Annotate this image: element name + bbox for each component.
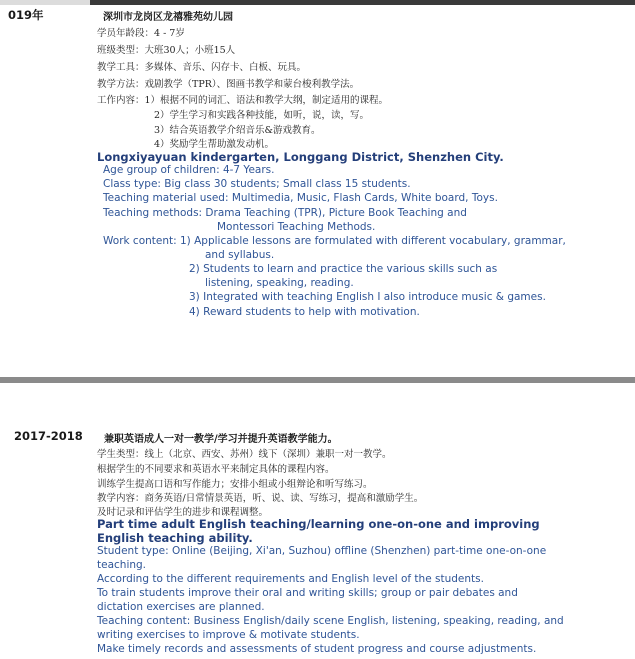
top-bar [0, 0, 635, 5]
section-divider [0, 377, 635, 383]
en-line: 2) Students to learn and practice the various skills such as [189, 263, 498, 275]
job-title-zh: 深圳市龙岗区龙禧雅苑幼儿园 [103, 12, 233, 23]
year-label: 019年 [8, 8, 44, 22]
zh-line: 训练学生提高口语和写作能力；安排小组或小组辩论和听写练习。 [97, 479, 373, 490]
en-line: To train students improve their oral and writing skills; group or pair debates and [97, 587, 518, 599]
top-bar-dark [90, 0, 635, 5]
job-title-en: Part time adult English teaching/learning one-on-one and improving [97, 517, 540, 531]
year-label: 2017-2018 [14, 429, 83, 443]
en-line: teaching. [97, 559, 147, 571]
job-title-en: Longxiyayuan kindergarten, Longgang District, Shenzhen City. [97, 150, 504, 164]
en-line: and syllabus. [205, 249, 275, 261]
en-line: Teaching material used: Multimedia, Music, Flash Cards, White board, Toys. [103, 192, 498, 204]
en-line: 3) Integrated with teaching English I also introduce music & games. [189, 291, 546, 303]
zh-line: 学员年龄段：4 - 7岁 [97, 28, 185, 39]
zh-line: 2）学生学习和实践各种技能，如听，说，读，写。 [154, 110, 370, 121]
en-line: Class type: Big class 30 students; Small class 15 students. [103, 178, 411, 190]
zh-line: 根据学生的不同要求和英语水平来制定具体的课程内容。 [97, 464, 335, 475]
en-line: Student type: Online (Beijing, Xi'an, Suzhou) offline (Shenzhen) part-time one-on-one [97, 545, 547, 557]
zh-line: 3）结合英语教学介绍音乐&游戏教育。 [154, 125, 321, 136]
en-line: Teaching methods: Drama Teaching (TPR), Picture Book Teaching and [103, 207, 467, 219]
en-line: Make timely records and assessments of student progress and course adjustments. [97, 643, 537, 655]
en-line: Montessori Teaching Methods. [217, 221, 376, 233]
zh-line: 教学工具：多媒体、音乐、闪存卡、白板、玩具。 [97, 62, 307, 73]
zh-line: 及时记录和评估学生的进步和课程调整。 [97, 507, 269, 518]
en-line: Age group of children: 4-7 Years. [103, 164, 275, 176]
zh-line: 4）奖励学生帮助激发动机。 [154, 139, 275, 150]
en-line: Work content: 1) Applicable lessons are formulated with different vocabulary, grammar, [103, 235, 566, 247]
en-line: According to the different requirements and English level of the students. [97, 573, 484, 585]
en-line: dictation exercises are planned. [97, 601, 265, 613]
zh-line: 班级类型：大班30人；小班15人 [97, 45, 236, 56]
en-line: Teaching content: Business English/daily scene English, listening, speaking, reading, and [97, 615, 564, 627]
zh-line: 教学方法：戏剧教学（TPR）、图画书教学和蒙台梭利教学法。 [97, 79, 360, 90]
job-title-en: English teaching ability. [97, 531, 253, 545]
en-line: writing exercises to improve & motivate students. [97, 629, 360, 641]
zh-line: 工作内容：1）根据不同的词汇、语法和教学大纲，制定适用的课程。 [97, 95, 389, 106]
zh-line: 学生类型：线上（北京、西安、苏州）线下（深圳）兼职一对一教学。 [97, 449, 392, 460]
zh-line: 教学内容：商务英语/日常情景英语，听、说、读、写练习，提高和激励学生。 [97, 493, 424, 504]
en-line: listening, speaking, reading. [205, 277, 354, 289]
en-line: 4) Reward students to help with motivation. [189, 306, 420, 318]
job-title-zh: 兼职英语成人一对一教学/学习并提升英语教学能力。 [104, 434, 338, 445]
